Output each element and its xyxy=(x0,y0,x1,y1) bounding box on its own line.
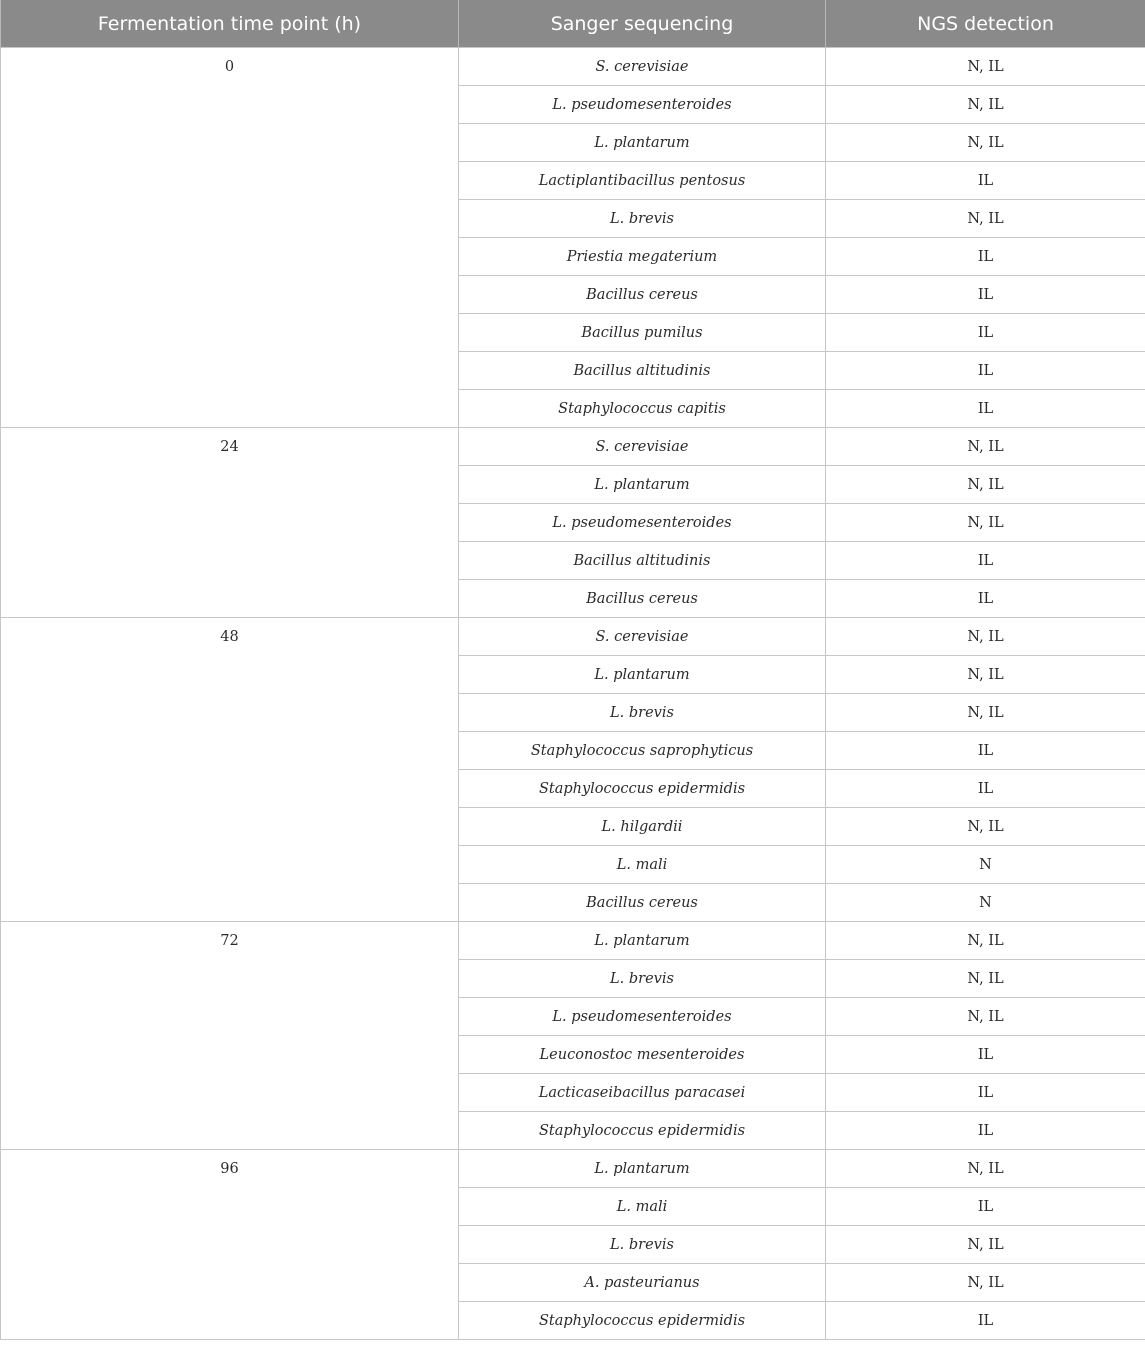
ngs-detection-cell: IL xyxy=(826,542,1145,580)
ngs-detection-cell: N, IL xyxy=(826,1150,1145,1188)
sanger-species-cell: L. mali xyxy=(459,1188,826,1226)
sanger-species-cell: Bacillus cereus xyxy=(459,276,826,314)
ngs-detection-cell: N xyxy=(826,884,1145,922)
ngs-detection-cell: IL xyxy=(826,352,1145,390)
ngs-detection-cell: N, IL xyxy=(826,960,1145,998)
table-row xyxy=(1,922,1145,960)
ngs-detection-cell: N, IL xyxy=(826,618,1145,656)
ngs-detection-cell: N, IL xyxy=(826,998,1145,1036)
ngs-detection-cell: N, IL xyxy=(826,504,1145,542)
sanger-species-cell: Staphylococcus epidermidis xyxy=(459,770,826,808)
time-point-cell: 72 xyxy=(1,922,459,1150)
sanger-species-cell: Priestia megaterium xyxy=(459,238,826,276)
ngs-detection-cell: IL xyxy=(826,732,1145,770)
ngs-detection-cell: N, IL xyxy=(826,922,1145,960)
sanger-species-cell: L. brevis xyxy=(459,960,826,998)
ngs-detection-cell: IL xyxy=(826,390,1145,428)
sanger-species-cell: L. plantarum xyxy=(459,656,826,694)
table-body xyxy=(1,48,1145,1340)
sanger-species-cell: L. brevis xyxy=(459,694,826,732)
sanger-species-cell: Lactiplantibacillus pentosus xyxy=(459,162,826,200)
header-ngs: NGS detection xyxy=(826,0,1145,48)
table-row xyxy=(1,618,1145,656)
time-point-cell: 48 xyxy=(1,618,459,922)
ngs-detection-cell: N xyxy=(826,846,1145,884)
sanger-species-cell: L. plantarum xyxy=(459,922,826,960)
sanger-species-cell: S. cerevisiae xyxy=(459,428,826,466)
sanger-species-cell: A. pasteurianus xyxy=(459,1264,826,1302)
ngs-detection-cell: N, IL xyxy=(826,1264,1145,1302)
sanger-species-cell: Bacillus cereus xyxy=(459,580,826,618)
sanger-species-cell: Staphylococcus epidermidis xyxy=(459,1302,826,1340)
sanger-species-cell: L. pseudomesenteroides xyxy=(459,504,826,542)
ngs-detection-cell: IL xyxy=(826,1074,1145,1112)
ngs-detection-cell: N, IL xyxy=(826,48,1145,86)
ngs-detection-cell: N, IL xyxy=(826,1226,1145,1264)
sanger-species-cell: L. mali xyxy=(459,846,826,884)
ngs-detection-cell: N, IL xyxy=(826,466,1145,504)
ngs-detection-cell: IL xyxy=(826,238,1145,276)
ngs-detection-cell: IL xyxy=(826,1036,1145,1074)
sanger-species-cell: Staphylococcus saprophyticus xyxy=(459,732,826,770)
ngs-detection-cell: IL xyxy=(826,162,1145,200)
table-header xyxy=(1,0,1145,48)
header-time-point: Fermentation time point (h) xyxy=(1,0,459,48)
ngs-detection-cell: N, IL xyxy=(826,656,1145,694)
sanger-species-cell: Bacillus pumilus xyxy=(459,314,826,352)
ngs-detection-cell: IL xyxy=(826,314,1145,352)
table-row xyxy=(1,1150,1145,1188)
ngs-detection-cell: N, IL xyxy=(826,200,1145,238)
ngs-detection-cell: IL xyxy=(826,770,1145,808)
ngs-detection-cell: N, IL xyxy=(826,428,1145,466)
ngs-detection-cell: IL xyxy=(826,580,1145,618)
sanger-species-cell: L. pseudomesenteroides xyxy=(459,998,826,1036)
sanger-species-cell: Bacillus cereus xyxy=(459,884,826,922)
header-sanger: Sanger sequencing xyxy=(459,0,826,48)
ngs-detection-cell: IL xyxy=(826,1112,1145,1150)
sanger-species-cell: Lacticaseibacillus paracasei xyxy=(459,1074,826,1112)
ngs-detection-cell: IL xyxy=(826,276,1145,314)
sanger-species-cell: L. plantarum xyxy=(459,1150,826,1188)
sanger-species-cell: L. plantarum xyxy=(459,124,826,162)
time-point-cell: 0 xyxy=(1,48,459,428)
ngs-detection-cell: IL xyxy=(826,1188,1145,1226)
ngs-detection-cell: N, IL xyxy=(826,808,1145,846)
sanger-species-cell: Bacillus altitudinis xyxy=(459,542,826,580)
sanger-species-cell: L. plantarum xyxy=(459,466,826,504)
sanger-species-cell: L. hilgardii xyxy=(459,808,826,846)
sanger-species-cell: Staphylococcus capitis xyxy=(459,390,826,428)
ngs-detection-cell: IL xyxy=(826,1302,1145,1340)
table-row xyxy=(1,428,1145,466)
sanger-species-cell: S. cerevisiae xyxy=(459,48,826,86)
sanger-species-cell: Bacillus altitudinis xyxy=(459,352,826,390)
ngs-detection-cell: N, IL xyxy=(826,694,1145,732)
sanger-species-cell: L. brevis xyxy=(459,200,826,238)
sanger-species-cell: S. cerevisiae xyxy=(459,618,826,656)
ngs-detection-cell: N, IL xyxy=(826,86,1145,124)
sanger-species-cell: Staphylococcus epidermidis xyxy=(459,1112,826,1150)
header-row xyxy=(1,0,1145,48)
sanger-species-cell: L. pseudomesenteroides xyxy=(459,86,826,124)
time-point-cell: 96 xyxy=(1,1150,459,1340)
sanger-species-cell: Leuconostoc mesenteroides xyxy=(459,1036,826,1074)
ngs-detection-cell: N, IL xyxy=(826,124,1145,162)
sanger-species-cell: L. brevis xyxy=(459,1226,826,1264)
table-row xyxy=(1,48,1145,86)
time-point-cell: 24 xyxy=(1,428,459,618)
